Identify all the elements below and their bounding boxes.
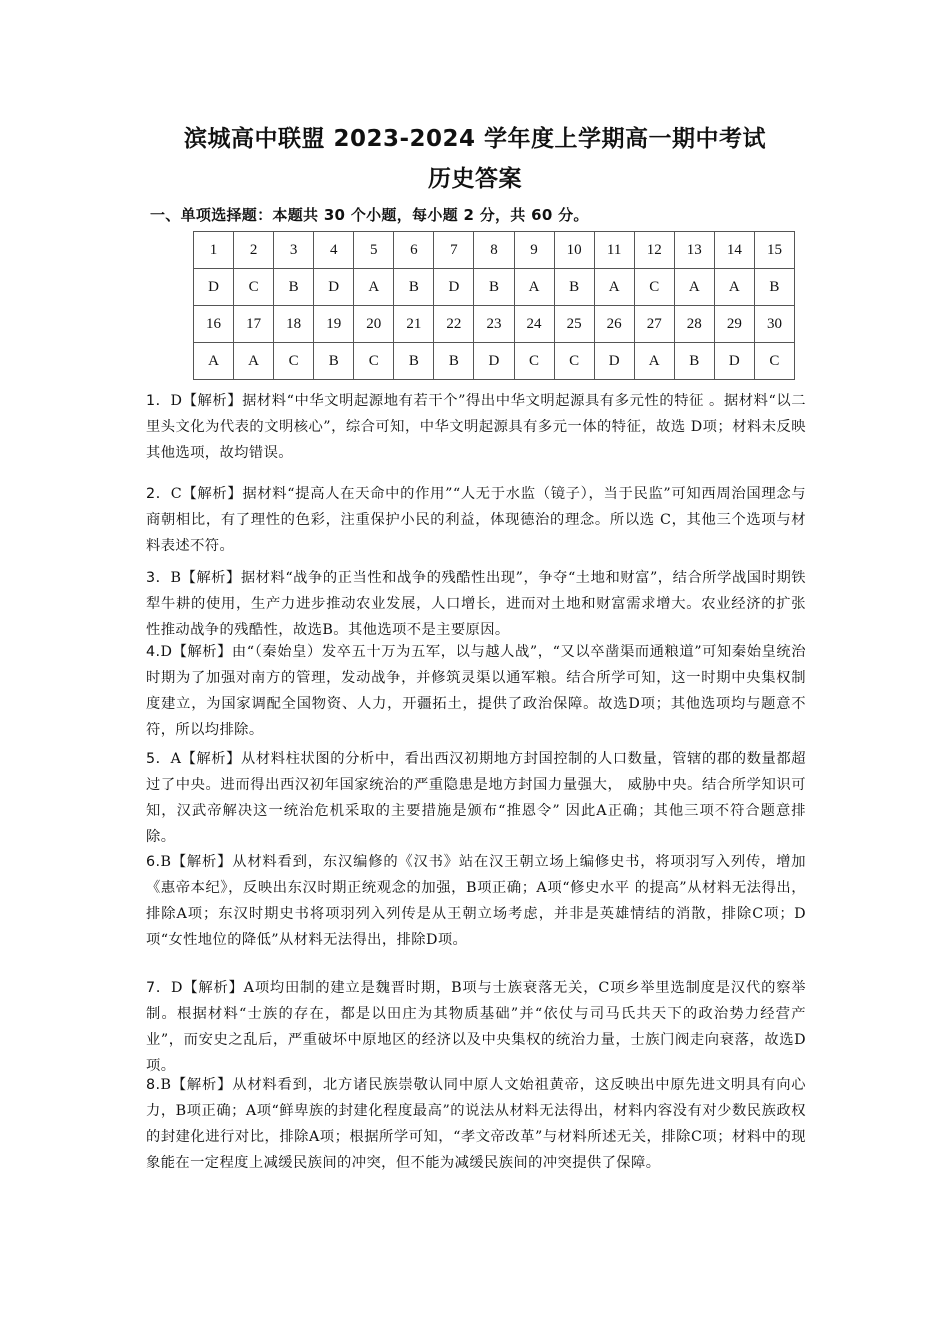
answer-letter-cell: D [714, 343, 754, 380]
answer-letter-cell: C [354, 343, 394, 380]
question-number-cell: 18 [274, 306, 314, 343]
question-number-cell: 1 [194, 232, 234, 269]
answer-letter-cell: D [434, 269, 474, 306]
question-number-cell: 13 [674, 232, 714, 269]
question-number-cell: 27 [634, 306, 674, 343]
question-number: 2． [146, 486, 171, 502]
answer-letter-cell: B [474, 269, 514, 306]
question-number: 8. [146, 1077, 161, 1093]
question-number-row [194, 306, 795, 343]
answer-letter-cell: B [274, 269, 314, 306]
answer-letter-cell: A [354, 269, 394, 306]
answer-letter-cell: C [754, 343, 794, 380]
question-number-cell: 26 [594, 306, 634, 343]
section-heading: 一、单项选择题：本题共 30 个小题，每小题 2 分，共 60 分。 [150, 206, 589, 224]
explanation-text: D【解析】据材料“中华文明起源地有若干个”得出中华文明起源具有多元性的特征 。据材料“以二里头文化为代表的文明核心”，综合可知，中华文明起源具有多元一体的特征，故选 D项；材料未反映其他选项，故均错误。 [146, 393, 806, 461]
question-number-cell: 5 [354, 232, 394, 269]
answer-letter-cell: D [474, 343, 514, 380]
question-number: 3． [146, 570, 171, 586]
explanation-1 [146, 388, 806, 466]
question-number-cell: 12 [634, 232, 674, 269]
question-number-cell: 10 [554, 232, 594, 269]
answer-letter-cell: C [234, 269, 274, 306]
answer-letter-cell: B [674, 343, 714, 380]
explanation-2 [146, 481, 806, 559]
explanation-7 [146, 975, 806, 1079]
question-number-cell: 23 [474, 306, 514, 343]
question-number-cell: 25 [554, 306, 594, 343]
question-number: 6. [146, 854, 161, 870]
question-number-cell: 24 [514, 306, 554, 343]
answer-letter-cell: A [674, 269, 714, 306]
question-number-cell: 17 [234, 306, 274, 343]
question-number: 1． [146, 393, 171, 409]
answer-letter-cell: A [714, 269, 754, 306]
answer-letter-cell: C [554, 343, 594, 380]
question-number-cell: 22 [434, 306, 474, 343]
question-number-cell: 20 [354, 306, 394, 343]
answer-letter-cell: A [514, 269, 554, 306]
question-number-cell: 11 [594, 232, 634, 269]
explanation-6 [146, 849, 806, 953]
question-number-cell: 21 [394, 306, 434, 343]
answer-letter-cell: B [754, 269, 794, 306]
answer-letter-cell: B [394, 269, 434, 306]
answer-letter-cell: A [634, 343, 674, 380]
question-number-cell: 29 [714, 306, 754, 343]
answer-letter-cell: A [234, 343, 274, 380]
question-number: 4. [146, 644, 161, 660]
explanation-text: C【解析】据材料“提高人在天命中的作用”“人无于水监（镜子），当于民监”可知西周治国理念与商朝相比，有了理性的色彩，注重保护小民的利益，体现德治的理念。所以选 C，其他三个选项与材料表述不符。 [146, 486, 806, 554]
answer-letter-cell: D [594, 343, 634, 380]
explanation-text: B【解析】从材料看到，东汉编修的《汉书》站在汉王朝立场上编修史书，将项羽写入列传，增加《惠帝本纪》，反映出东汉时期正统观念的加强，B项正确；A项“修史水平 的提高”从材料无法得出，排除A项；东汉时期史书将项羽列入列传是从王朝立场考虑，并非是英雄情结的消散，排除C项；D项“女性地位的降低”从材料无法得出，排除D项。 [146, 854, 806, 948]
explanation-8 [146, 1072, 806, 1176]
question-number-cell: 30 [754, 306, 794, 343]
question-number-cell: 6 [394, 232, 434, 269]
answer-letter-row [194, 343, 795, 380]
explanation-text: A【解析】从材料柱状图的分析中，看出西汉初期地方封国控制的人口数量，管辖的郡的数量都超过了中央。进而得出西汉初年国家统治的严重隐患是地方封国力量强大， 威胁中央。结合所学知识可知，汉武帝解决这一统治危机采取的主要措施是颁布“推恩令” 因此A正确；其他三项不符合题意排除。 [146, 751, 806, 845]
question-number-cell: 15 [754, 232, 794, 269]
question-number-cell: 9 [514, 232, 554, 269]
question-number-cell: 2 [234, 232, 274, 269]
question-number-cell: 28 [674, 306, 714, 343]
answer-letter-cell: D [314, 269, 354, 306]
answer-table [193, 231, 795, 380]
question-number-cell: 16 [194, 306, 234, 343]
explanation-text: D【解析】由“（秦始皇）发卒五十万为五军，以与越人战”，“又以卒凿渠而通粮道”可知秦始皇统治时期为了加强对南方的管理，发动战争，并修筑灵渠以通军粮。结合所学可知，这一时期中央集权制度建立，为国家调配全国物资、人力，开疆拓土，提供了政治保障。故选D项；其他选项均与题意不符，所以均排除。 [146, 644, 806, 738]
question-number: 5． [146, 751, 171, 767]
question-number: 7． [146, 980, 172, 996]
answer-letter-cell: B [314, 343, 354, 380]
answer-letter-cell: C [274, 343, 314, 380]
exam-title: 滨城高中联盟 2023-2024 学年度上学期高一期中考试 [183, 126, 767, 152]
question-number-cell: 3 [274, 232, 314, 269]
answer-letter-cell: A [194, 343, 234, 380]
explanation-5 [146, 746, 806, 850]
question-number-cell: 14 [714, 232, 754, 269]
answer-letter-cell: A [594, 269, 634, 306]
answer-letter-cell: C [634, 269, 674, 306]
explanation-text: B【解析】据材料“战争的正当性和战争的残酷性出现”，争夺“土地和财富”，结合所学战国时期铁犁牛耕的使用，生产力进步推动农业发展，人口增长，进而对土地和财富需求增大。农业经济的扩张性推动战争的残酷性，故选B。其他选项不是主要原因。 [146, 570, 806, 638]
answer-letter-cell: B [554, 269, 594, 306]
question-number-cell: 4 [314, 232, 354, 269]
question-number-cell: 19 [314, 306, 354, 343]
explanation-text: D【解析】A项均田制的建立是魏晋时期，B项与士族衰落无关，C项乡举里选制度是汉代的察举制。根据材料“士族的存在，都是以田庄为其物质基础”并“依仗与司马氏共天下的政治势力经营产业”，而安史之乱后，严重破坏中原地区的经济以及中央集权的统治力量，士族门阀走向衰落，故选D项。 [146, 980, 806, 1074]
answer-letter-cell: D [194, 269, 234, 306]
question-number-row [194, 232, 795, 269]
answer-letter-cell: C [514, 343, 554, 380]
answer-letter-row [194, 269, 795, 306]
explanation-4 [146, 639, 806, 743]
question-number-cell: 7 [434, 232, 474, 269]
answer-letter-cell: B [434, 343, 474, 380]
subject-title: 历史答案 [428, 166, 522, 192]
explanation-text: B【解析】从材料看到，北方诸民族崇敬认同中原人文始祖黄帝，这反映出中原先进文明具有向心力，B项正确；A项“鲜卑族的封建化程度最高”的说法从材料无法得出，材料内容没有对少数民族政权的封建化进行对比，排除A项；根据所学可知，“孝文帝改革”与材料所述无关，排除C项；材料中的现象能在一定程度上减缓民族间的冲突，但不能为减缓民族间的冲突提供了保障。 [146, 1077, 806, 1171]
explanation-3 [146, 565, 806, 643]
question-number-cell: 8 [474, 232, 514, 269]
answer-letter-cell: B [394, 343, 434, 380]
